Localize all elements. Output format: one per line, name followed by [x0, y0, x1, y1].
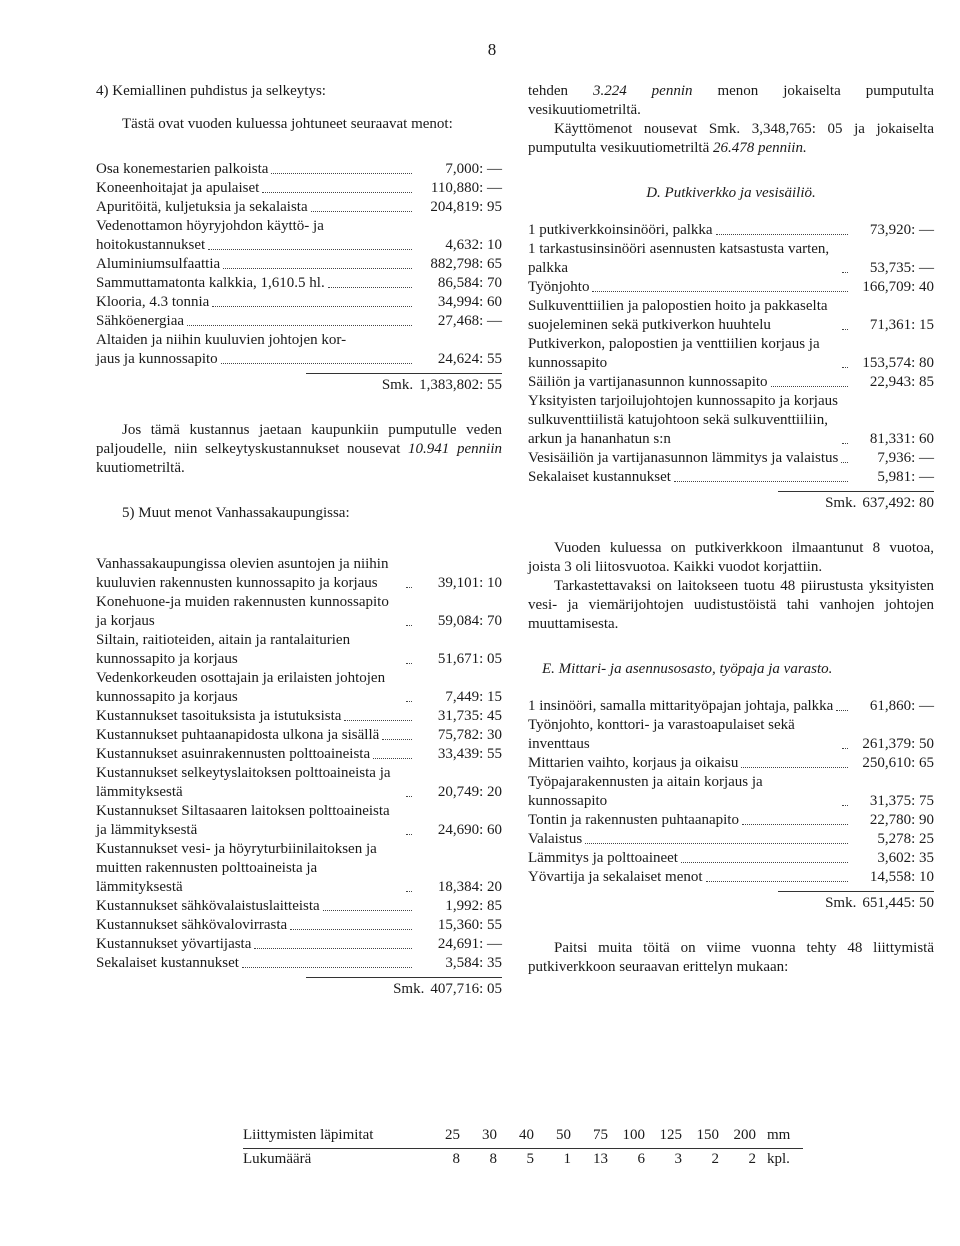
section-5-total-value: 407,716: 05: [430, 981, 502, 997]
section-d-title: D. Putkiverkko ja vesisäiliö.: [646, 185, 816, 201]
expense-row: [96, 179, 502, 198]
expense-amount: 33,439: 55: [437, 746, 502, 762]
expense-row: [96, 707, 502, 726]
expense-row: [96, 217, 502, 236]
expense-label: Sekalaiset kustannukset: [96, 955, 239, 971]
section-5-expense-list: [96, 555, 502, 973]
expense-label: Yksityisten tarjoilujohtojen kunnossapito ja korjaus sulkuventtiilistä katujohtoon sekä sulkuventtiiliin, arkun ja hananhatun s:n: [528, 393, 838, 447]
expense-amount: 27,468: —: [437, 313, 502, 329]
section-4-title: 4) Kemiallinen puhdistus ja selkeytys:: [96, 83, 326, 99]
expense-label: 1 insinööri, samalla mittarityöpajan johtaja, palkka: [528, 698, 834, 714]
expense-label: Putkiverkon, palopostien ja venttiilien korjaus ja kunnossapito: [528, 336, 820, 371]
expense-amount: 153,574: 80: [862, 355, 934, 371]
expense-label: Apuritöitä, kuljetuksia ja sekalaista: [96, 199, 308, 215]
expense-amount: 3,602: 35: [877, 850, 934, 866]
expense-label: Vedenkorkeuden osottajain ja erilaisten johtojen kunnossapito ja korjaus: [96, 670, 386, 705]
section-d-expense-list: [528, 221, 934, 487]
expense-row: [96, 160, 502, 179]
expense-amount: 4,632: 10: [445, 237, 502, 253]
expense-amount: 250,610: 65: [862, 755, 934, 771]
expense-label: Valaistus: [528, 831, 583, 847]
expense-amount: 86,584: 70: [437, 275, 502, 291]
section-5-total: Smk. 407,716: 05: [393, 981, 502, 997]
expense-label: Sulkuventtiilien ja palopostien hoito ja pakkaselta suojeleminen sekä putkiverkon huuhtelu: [528, 298, 828, 333]
expense-label: Yövartija ja sekalaiset menot: [528, 869, 703, 885]
expense-label: Vedenottamon höyryjohdon käyttö- ja: [96, 218, 324, 234]
expense-amount: 31,735: 45: [437, 708, 502, 724]
expense-amount: 24,624: 55: [437, 351, 502, 367]
expense-label: Sekalaiset kustannukset: [528, 469, 671, 485]
expense-amount: 1,992: 85: [445, 898, 502, 914]
expense-amount: 81,331: 60: [869, 431, 934, 447]
right-intro-2: Käyttömenot nousevat Smk. 3,348,765: 05 ja jokaiselta pumputulta vesikuutiometriltä 26.478 penniin.: [528, 121, 934, 156]
expense-row: [96, 198, 502, 217]
expense-row: [528, 697, 934, 716]
expense-label: Tontin ja rakennusten puhtaanapito: [528, 812, 739, 828]
expense-amount: 20,749: 20: [437, 784, 502, 800]
expense-label: Kustannukset puhtaanapidosta ulkona ja sisällä: [96, 727, 380, 743]
expense-row: [528, 297, 934, 335]
expense-row: [96, 840, 502, 897]
connections-table: [243, 1125, 803, 1172]
expense-amount: 24,691: —: [437, 936, 502, 952]
expense-amount: 7,000: —: [445, 161, 502, 177]
expense-row: [528, 754, 934, 773]
expense-label: Siltain, raitioteiden, aitain ja rantalaiturien kunnossapito ja korjaus: [96, 632, 351, 667]
expense-row: [96, 555, 502, 593]
expense-row: [528, 392, 934, 449]
expense-row: [528, 849, 934, 868]
expense-row: [96, 593, 502, 631]
expense-row: [96, 331, 502, 350]
expense-amount: 14,558: 10: [869, 869, 934, 885]
counts-label: Lukumäärä: [243, 1151, 312, 1167]
expense-row: [528, 773, 934, 811]
expense-label: Kustannukset sähkövalaistuslaitteista: [96, 898, 320, 914]
expense-label: Sammuttamatonta kalkkia, 1,610.5 hl.: [96, 275, 325, 291]
expense-amount: 59,084: 70: [437, 613, 502, 629]
expense-row: [528, 811, 934, 830]
expense-amount: 7,449: 15: [445, 689, 502, 705]
section-e-total: Smk. 651,445: 50: [825, 895, 934, 911]
section-e-total-value: 651,445: 50: [862, 895, 934, 911]
expense-label: Konehuone-ja muiden rakennusten kunnossapito ja korjaus: [96, 594, 389, 629]
expense-amount: 75,782: 30: [437, 727, 502, 743]
expense-label: Mittarien vaihto, korjaus ja oikaisu: [528, 755, 739, 771]
expense-label: 1 tarkastusinsinööri asennusten katsastusta varten, palkka: [528, 241, 830, 276]
expense-label: Vesisäiliön ja vartijanasunnon lämmitys ja valaistus: [528, 450, 839, 466]
expense-row: [96, 897, 502, 916]
expense-amount: 166,709: 40: [862, 279, 934, 295]
expense-label: Altaiden ja niihin kuuluvien johtojen kor-: [96, 332, 347, 348]
expense-row: [96, 802, 502, 840]
diameters-row: Liittymisten läpimitat 25 30 40 50 75 100 125 150 200 mm: [243, 1125, 803, 1149]
expense-row: [96, 916, 502, 935]
expense-row: [96, 312, 502, 331]
expense-label: Kustannukset yövartijasta: [96, 936, 252, 952]
section-d-total: Smk. 637,492: 80: [825, 495, 934, 511]
expense-amount: 15,360: 55: [437, 917, 502, 933]
section-e-paragraph: Paitsi muita töitä on viime vuonna tehty 48 liittymistä putkiverkkoon seuraavan erittelyn mukaan:: [528, 940, 934, 975]
expense-row: [96, 764, 502, 802]
expense-label: Klooria, 4.3 tonnia: [96, 294, 210, 310]
section-d-paragraph-1: Vuoden kuluessa on putkiverkkoon ilmaantunut 8 vuotoa, joista 3 oli liitosvuotoa. Kaikki vuodot korjattiin.: [528, 540, 934, 575]
expense-row: [528, 716, 934, 754]
expense-amount: 22,943: 85: [869, 374, 934, 390]
expense-row: [96, 293, 502, 312]
expense-amount: 261,379: 50: [862, 736, 934, 752]
expense-label: jaus ja kunnossapito: [96, 351, 218, 367]
section-4-expense-list: [96, 160, 502, 369]
expense-label: Kustannukset Siltasaaren laitoksen polttoaineista ja lämmityksestä: [96, 803, 390, 838]
expense-label: Kustannukset asuinrakennusten polttoaineista: [96, 746, 371, 762]
section-4-note: Jos tämä kustannus jaetaan kaupunkiin pumputulle veden paljoudelle, niin selkeytyskustannukset nousevat 10.941 penniin kuutiometriltä.: [96, 422, 503, 476]
expense-row: [528, 335, 934, 373]
expense-row: [528, 221, 934, 240]
expense-row: [528, 449, 934, 468]
expense-row: [96, 236, 502, 255]
expense-row: [96, 954, 502, 973]
expense-amount: 3,584: 35: [445, 955, 502, 971]
expense-label: Sähköenergiaa: [96, 313, 185, 329]
expense-amount: 53,735: —: [869, 260, 934, 276]
expense-row: [96, 255, 502, 274]
expense-label: hoitokustannukset: [96, 237, 206, 253]
expense-amount: 24,690: 60: [437, 822, 502, 838]
expense-row: [96, 274, 502, 293]
right-intro: tehden 3.224 pennin menon jokaiselta pumputulta vesikuutiometriltä.: [528, 83, 935, 118]
expense-label: Lämmitys ja polttoaineet: [528, 850, 678, 866]
expense-row: [96, 669, 502, 707]
expense-amount: 34,994: 60: [437, 294, 502, 310]
section-5-title: 5) Muut menot Vanhassakaupungissa:: [122, 505, 350, 521]
expense-amount: 31,375: 75: [869, 793, 934, 809]
diameters-label: Liittymisten läpimitat: [243, 1125, 426, 1149]
expense-label: Säiliön ja vartijanasunnon kunnossapito: [528, 374, 768, 390]
expense-amount: 61,860: —: [869, 698, 934, 714]
section-d-paragraph-2: Tarkastettavaksi on laitokseen tuotu 48 piirustusta yksityisten vesi- ja viemärijohtojen uudistustöistä tahi vanhojen johtojen muuttamisesta.: [528, 578, 934, 632]
expense-label: Vanhassakaupungissa olevien asuntojen ja niihin kuuluvien rakennusten kunnossapito ja korjaus: [96, 556, 389, 591]
expense-amount: 18,384: 20: [437, 879, 502, 895]
expense-row: [528, 278, 934, 297]
section-4-total-value: 1,383,802: 55: [419, 377, 502, 393]
expense-label: Kustannukset vesi- ja höyryturbiinilaitoksen ja muitten rakennusten polttoaineista ja lämmityksestä: [96, 841, 377, 895]
expense-amount: 5,278: 25: [877, 831, 934, 847]
expense-label: Koneenhoitajat ja apulaiset: [96, 180, 260, 196]
expense-row: [96, 631, 502, 669]
expense-row: [96, 745, 502, 764]
expense-amount: 7,936: —: [877, 450, 934, 466]
page-number: 8: [487, 40, 497, 59]
expense-amount: 51,671: 05: [437, 651, 502, 667]
counts-row: Lukumäärä 8 8 5 1 13 6 3 2 2 kpl.: [243, 1149, 803, 1173]
expense-row: [528, 468, 934, 487]
expense-row: [96, 726, 502, 745]
expense-row: [96, 350, 502, 369]
left-column: [96, 82, 502, 999]
expense-amount: 22,780: 90: [869, 812, 934, 828]
expense-amount: 39,101: 10: [437, 575, 502, 591]
expense-label: 1 putkiverkkoinsinööri, palkka: [528, 222, 713, 238]
expense-amount: 71,361: 15: [869, 317, 934, 333]
expense-amount: 5,981: —: [877, 469, 934, 485]
expense-label: Työpajarakennusten ja aitain korjaus ja kunnossapito: [528, 774, 763, 809]
expense-row: [528, 373, 934, 392]
expense-label: Kustannukset selkeytyslaitoksen polttoaineista ja lämmityksestä: [96, 765, 391, 800]
expense-label: Kustannukset sähkövalovirrasta: [96, 917, 288, 933]
right-column: [528, 82, 934, 977]
expense-amount: 110,880: —: [430, 180, 502, 196]
expense-label: Osa konemestarien palkoista: [96, 161, 269, 177]
section-d-total-value: 637,492: 80: [862, 495, 934, 511]
section-4-intro: Tästä ovat vuoden kuluessa johtuneet seuraavat menot:: [122, 116, 453, 132]
expense-label: Kustannukset tasoituksista ja istutuksista: [96, 708, 342, 724]
expense-label: Työnjohto: [528, 279, 590, 295]
section-4-total: Smk. 1,383,802: 55: [381, 377, 502, 393]
expense-amount: 73,920: —: [869, 222, 934, 238]
expense-row: [528, 830, 934, 849]
expense-amount: 882,798: 65: [430, 256, 502, 272]
expense-row: [528, 240, 934, 278]
expense-label: Työnjohto, konttori- ja varastoapulaiset sekä inventtaus: [528, 717, 795, 752]
section-e-expense-list: [528, 697, 934, 887]
expense-label: Aluminiumsulfaattia: [96, 256, 221, 272]
section-e-title: E. Mittari- ja asennusosasto, työpaja ja varasto.: [542, 661, 833, 677]
expense-row: [96, 935, 502, 954]
expense-row: [528, 868, 934, 887]
expense-amount: 204,819: 95: [430, 199, 502, 215]
